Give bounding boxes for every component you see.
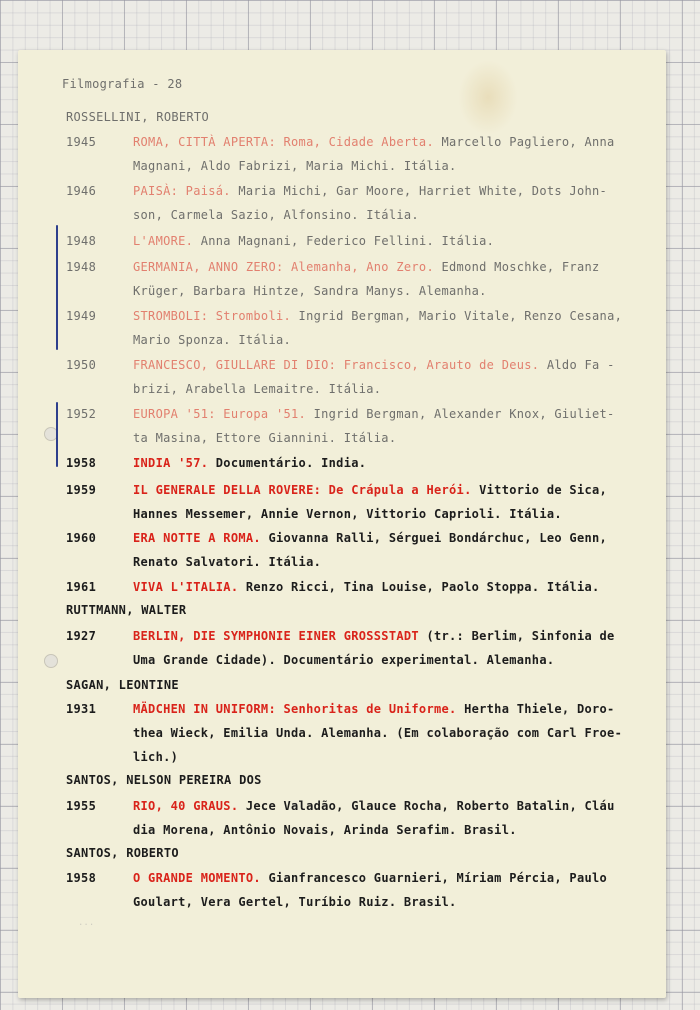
film-title: EUROPA '51: Europa '51. — [133, 407, 307, 421]
margin-mark — [56, 225, 58, 350]
film-title: VIVA L'ITALIA. — [133, 580, 239, 594]
film-year: 1949 — [66, 309, 97, 323]
film-title: RIO, 40 GRAUS. — [133, 799, 239, 813]
film-title: ROMA, CITTÀ APERTA: Roma, Cidade Aberta. — [133, 135, 434, 149]
film-title: IL GENERALE DELLA ROVERE: De Crápula a Herói. — [133, 483, 472, 497]
margin-mark — [56, 402, 58, 467]
film-year: 1961 — [66, 580, 97, 594]
film-year: 1927 — [66, 629, 97, 643]
film-year: 1948 — [66, 234, 97, 248]
film-year: 1959 — [66, 483, 97, 497]
punch-hole — [44, 654, 58, 668]
document-page: Filmografia - 28 ROSSELLINI, ROBERTO 1945 ROMA, CITTÀ APERTA: Roma, Cidade Aberta. Marcello Pagliero, Anna Magnani, Aldo Fabrizi, Maria Michi. Itália. 1946 PAISÀ: Paisá. Maria Michi, Gar Moore, Harriet White, Dots John- son, Carmela Sazio, Alfonsino. Itália. 1948 L'AMORE. Anna Magnani, Federico Fellini. Itália. 1948 GERMANIA, ANNO ZERO: Alemanha, Ano Zero. Edmond Moschke, Franz Krüger, Barbara Hintze, Sandra Manys. Alemanha. 1949 STROMBOLI: Stromboli. Ingrid Bergman, Mario Vitale, Renzo Cesana, Mario Sponza. Itália. 1950 FRANCESCO, GIULLARE DI DIO: Francisco, Arauto de Deus. Aldo Fa - brizi, Arabella Lemaitre. Itália. 1952 EUROPA '51: Europa '51. Ingrid Bergman, Alexander Knox, Giuliet- ta Masina, Ettore Giannini. Itália. 1958 INDIA '57. Documentário. India. 1959 IL GENERALE DELLA ROVERE: De Crápula a Herói. Vittorio de Sica, Hannes Messemer, Annie Vernon, Vittorio Caprioli. Itália. 1960 ERA NOTTE A ROMA. Giovanna Ralli, Sérguei Bondárchuc, Leo Genn, Renato Salvatori. Itália. 1961 VIVA L'ITALIA. Renzo Ricci, Tina Louise, Paolo Stoppa. Itália. RUTTMANN, WALTER 1927 BERLIN, DIE SYMPHONIE EINER GROSSSTADT (tr.: Berlim, Sinfonia de Uma Grande Cidade). Documentário experimental. Alemanha. SAGAN, LEONTINE 1931 MÄDCHEN IN UNIFORM: Senhoritas de Uniforme. Hertha Thiele, Doro- thea Wieck, Emilia Unda. Alemanha. (Em colaboração com Carl Froe- lich.) SANTOS, NELSON PEREIRA DOS 1955 RIO, 40 GRAUS. Jece Valadão, Glauce Rocha, Roberto Batalin, Cláu dia Morena, Antônio Novais, Arinda Serafim. Brasil. SANTOS, ROBERTO 1958 O GRANDE MOMENTO. Gianfrancesco Guarnieri, Míriam Pércia, Paulo Goulart, Vera Gertel, Turíbio Ruiz. Brasil. ... — [18, 50, 666, 998]
film-title: STROMBOLI: Stromboli. — [133, 309, 292, 323]
film-title: ERA NOTTE A ROMA. — [133, 531, 261, 545]
film-title: PAISÀ: Paisá. — [133, 184, 231, 198]
film-year: 1946 — [66, 184, 97, 198]
page-header: Filmografia - 28 — [62, 77, 183, 91]
film-title: MÄDCHEN IN UNIFORM: Senhoritas de Uniforme. — [133, 702, 457, 716]
film-year: 1945 — [66, 135, 97, 149]
film-title: INDIA '57. — [133, 456, 209, 470]
film-year: 1955 — [66, 799, 97, 813]
film-year: 1931 — [66, 702, 97, 716]
film-year: 1952 — [66, 407, 97, 421]
film-title: GERMANIA, ANNO ZERO: Alemanha, Ano Zero. — [133, 260, 434, 274]
faded-note: ... — [78, 918, 95, 928]
film-year: 1950 — [66, 358, 97, 372]
film-year: 1958 — [66, 456, 97, 470]
film-title: BERLIN, DIE SYMPHONIE EINER GROSSSTADT — [133, 629, 419, 643]
film-title: FRANCESCO, GIULLARE DI DIO: Francisco, Arauto de Deus. — [133, 358, 540, 372]
film-year: 1960 — [66, 531, 97, 545]
film-year: 1958 — [66, 871, 97, 885]
film-title: O GRANDE MOMENTO. — [133, 871, 261, 885]
stain-mark — [458, 60, 518, 135]
film-title: L'AMORE. — [133, 234, 194, 248]
film-year: 1948 — [66, 260, 97, 274]
